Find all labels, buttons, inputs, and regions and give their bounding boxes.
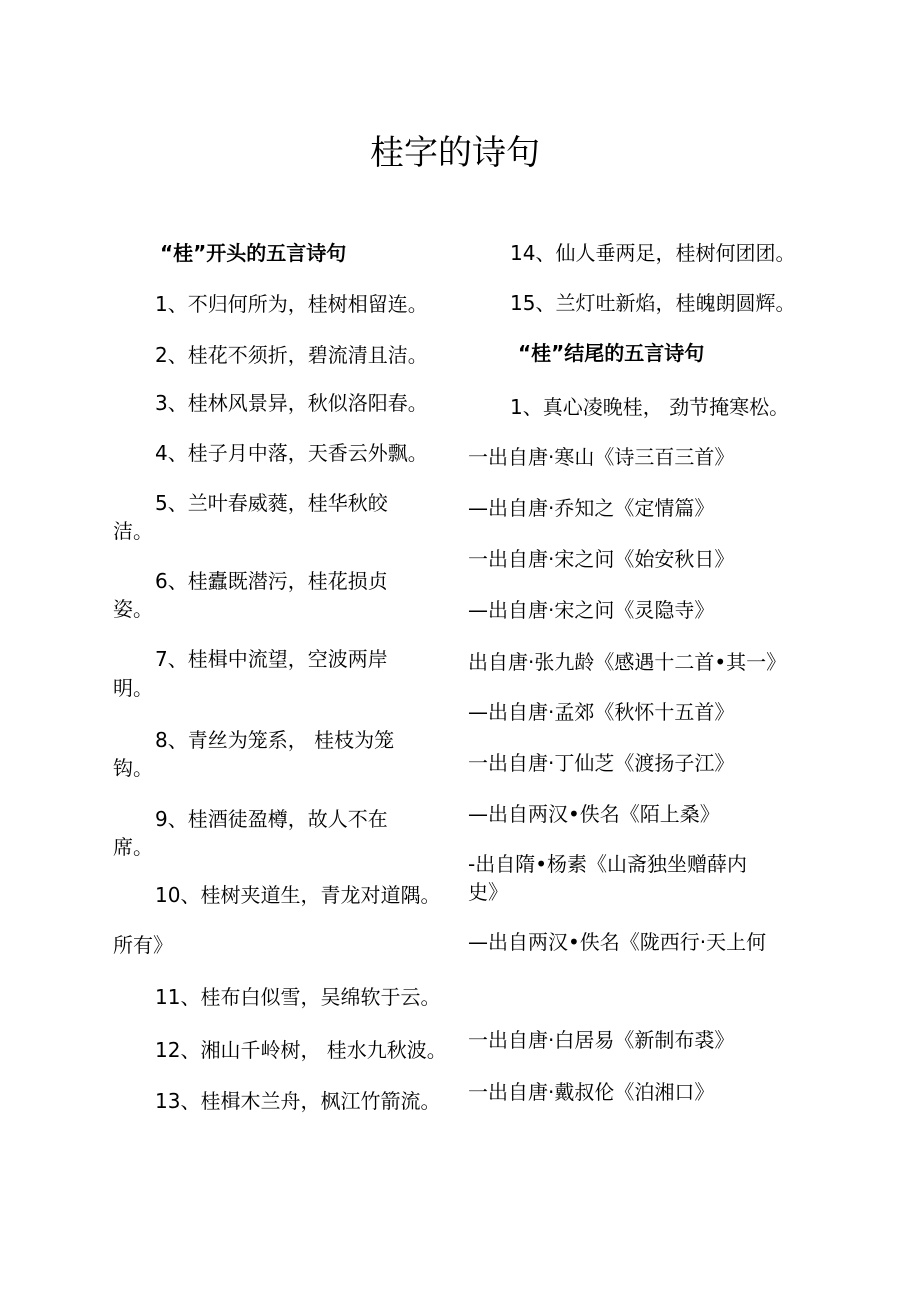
poem-line: 5、兰叶春威蕤，桂华秋皎 (155, 491, 388, 515)
source-line: 出自唐·张九龄《感遇十二首•其一》 (468, 650, 787, 674)
poem-line: 11、桂布白似雪，吴绵软于云。 (155, 985, 441, 1009)
source-line: 一出自唐·宋之问《始安秋日》 (468, 547, 735, 571)
poem-line: 15、兰灯吐新焰，桂魄朗圆辉。 (510, 291, 796, 315)
source-line: —出自两汉•佚名《陌上桑》 (468, 802, 720, 826)
source-line: 一出自唐·白居易《新制布裘》 (468, 1028, 735, 1052)
poem-line: 2、桂花不须折，碧流清且洁。 (155, 343, 428, 367)
poem-line: 4、桂子月中落，天香云外飘。 (155, 441, 428, 465)
source-line: —出自唐·宋之问《灵隐寺》 (468, 598, 715, 622)
section-heading-end: “桂”结尾的五言诗句 (518, 341, 705, 365)
poem-line: 12、湘山千岭树， 桂水九秋波。 (155, 1038, 447, 1062)
source-line-wrap: 史》 (468, 880, 508, 904)
section-heading-begin: “桂”开头的五言诗句 (160, 241, 347, 265)
poem-line: 1、真心凌晚桂， 劲节掩寒松。 (510, 395, 790, 419)
poem-line: 13、桂楫木兰舟，枫江竹箭流。 (155, 1089, 441, 1113)
source-line: -出自隋•杨素《山斋独坐赠薛内 (468, 852, 748, 876)
poem-line-wrap: 明。 (113, 676, 153, 700)
poem-line-wrap: 洁。 (113, 519, 153, 543)
poem-line: 14、仙人垂两足，桂树何团团。 (510, 241, 796, 265)
poem-line-wrap: 所有》 (113, 933, 173, 957)
poem-line: 10、桂树夹道生，青龙对道隅。 (155, 883, 441, 907)
page-title: 桂字的诗句 (370, 133, 540, 173)
poem-line: 3、桂林风景异，秋似洛阳春。 (155, 391, 428, 415)
poem-line-wrap: 席。 (113, 835, 153, 859)
source-line: 一出自唐·寒山《诗三百三首》 (468, 445, 735, 469)
poem-line: 7、桂楫中流望，空波两岸 (155, 647, 388, 671)
poem-line: 8、青丝为笼系， 桂枝为笼 (155, 728, 395, 752)
poem-line: 9、桂酒徒盈樽，故人不在 (155, 807, 388, 831)
source-line: —出自唐·乔知之《定情篇》 (468, 496, 715, 520)
poem-line: 1、不归何所为，桂树相留连。 (155, 292, 428, 316)
source-line: —出自唐·孟郊《秋怀十五首》 (468, 700, 735, 724)
source-line: —出自两汉•佚名《陇西行·天上何 (468, 930, 767, 954)
source-line: 一出自唐·戴叔伦《泊湘口》 (468, 1080, 715, 1104)
poem-line-wrap: 姿。 (113, 597, 153, 621)
poem-line: 6、桂蠹既潜污，桂花损贞 (155, 569, 388, 593)
poem-line-wrap: 钩。 (113, 756, 153, 780)
source-line: 一出自唐·丁仙芝《渡扬子江》 (468, 751, 735, 775)
